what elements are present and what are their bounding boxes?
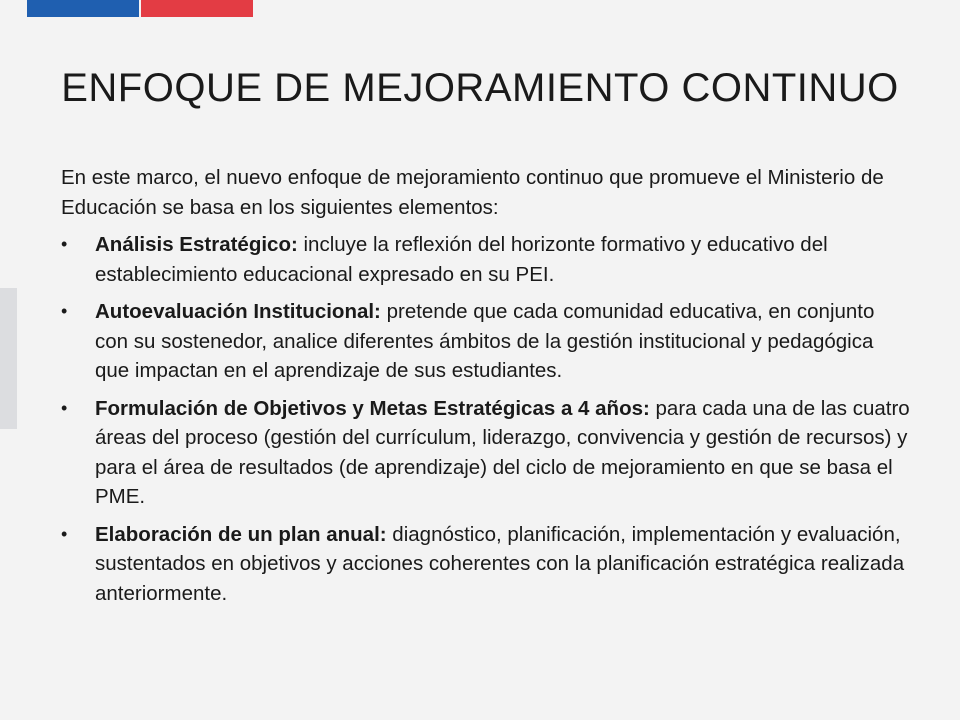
bullet-item-elaboracion	[61, 520, 911, 609]
bullet-icon: •	[61, 523, 68, 544]
side-tab	[0, 288, 17, 429]
slide-title: ENFOQUE DE MEJORAMIENTO CONTINUO	[61, 66, 899, 110]
bullet-text: diagnóstico, planificación, implementación y evaluación, sustentados en objetivos y acciones coherentes con la planificación estratégica realizada anteriormente.	[95, 522, 905, 605]
bullet-term: Autoevaluación Institucional:	[95, 300, 381, 323]
bullet-text: incluye la reflexión del horizonte formativo y educativo del establecimiento educacional expresado en su PEI.	[95, 233, 828, 286]
bullet-icon: •	[61, 301, 68, 321]
bullet-text: pretende que cada comunidad educativa, en conjunto con su sostenedor, analice diferentes ámbitos de la gestión institucional y pedagógica que impactan en el aprendizaje de sus estudiantes.	[95, 300, 875, 382]
bullet-term: Elaboración de un plan anual:	[95, 522, 387, 546]
bullet-text: para cada una de las cuatro áreas del proceso (gestión del currículum, liderazgo, convivencia y gestión de recursos) y para el área de resultados (de aprendizaje) del ciclo de mejoramiento en que se basa el PME.	[95, 396, 910, 508]
bullet-term: Formulación de Objetivos y Metas Estratégicas a 4 años:	[95, 396, 650, 420]
intro-paragraph: En este marco, el nuevo enfoque de mejoramiento continuo que promueve el Ministerio de Educación se basa en los siguientes elementos:	[61, 166, 884, 219]
flag-blue-segment	[27, 0, 139, 17]
flag-stripe	[27, 0, 253, 17]
bullet-item-analisis	[61, 230, 911, 289]
bullet-icon: •	[61, 397, 68, 418]
bullet-item-formulacion	[61, 394, 911, 512]
bullet-term: Análisis Estratégico:	[95, 233, 298, 256]
bullet-item-autoevaluacion	[61, 297, 911, 386]
bullet-icon: •	[61, 234, 68, 254]
flag-red-segment	[141, 0, 253, 17]
slide-body	[61, 163, 911, 616]
bullet-list	[61, 230, 911, 608]
